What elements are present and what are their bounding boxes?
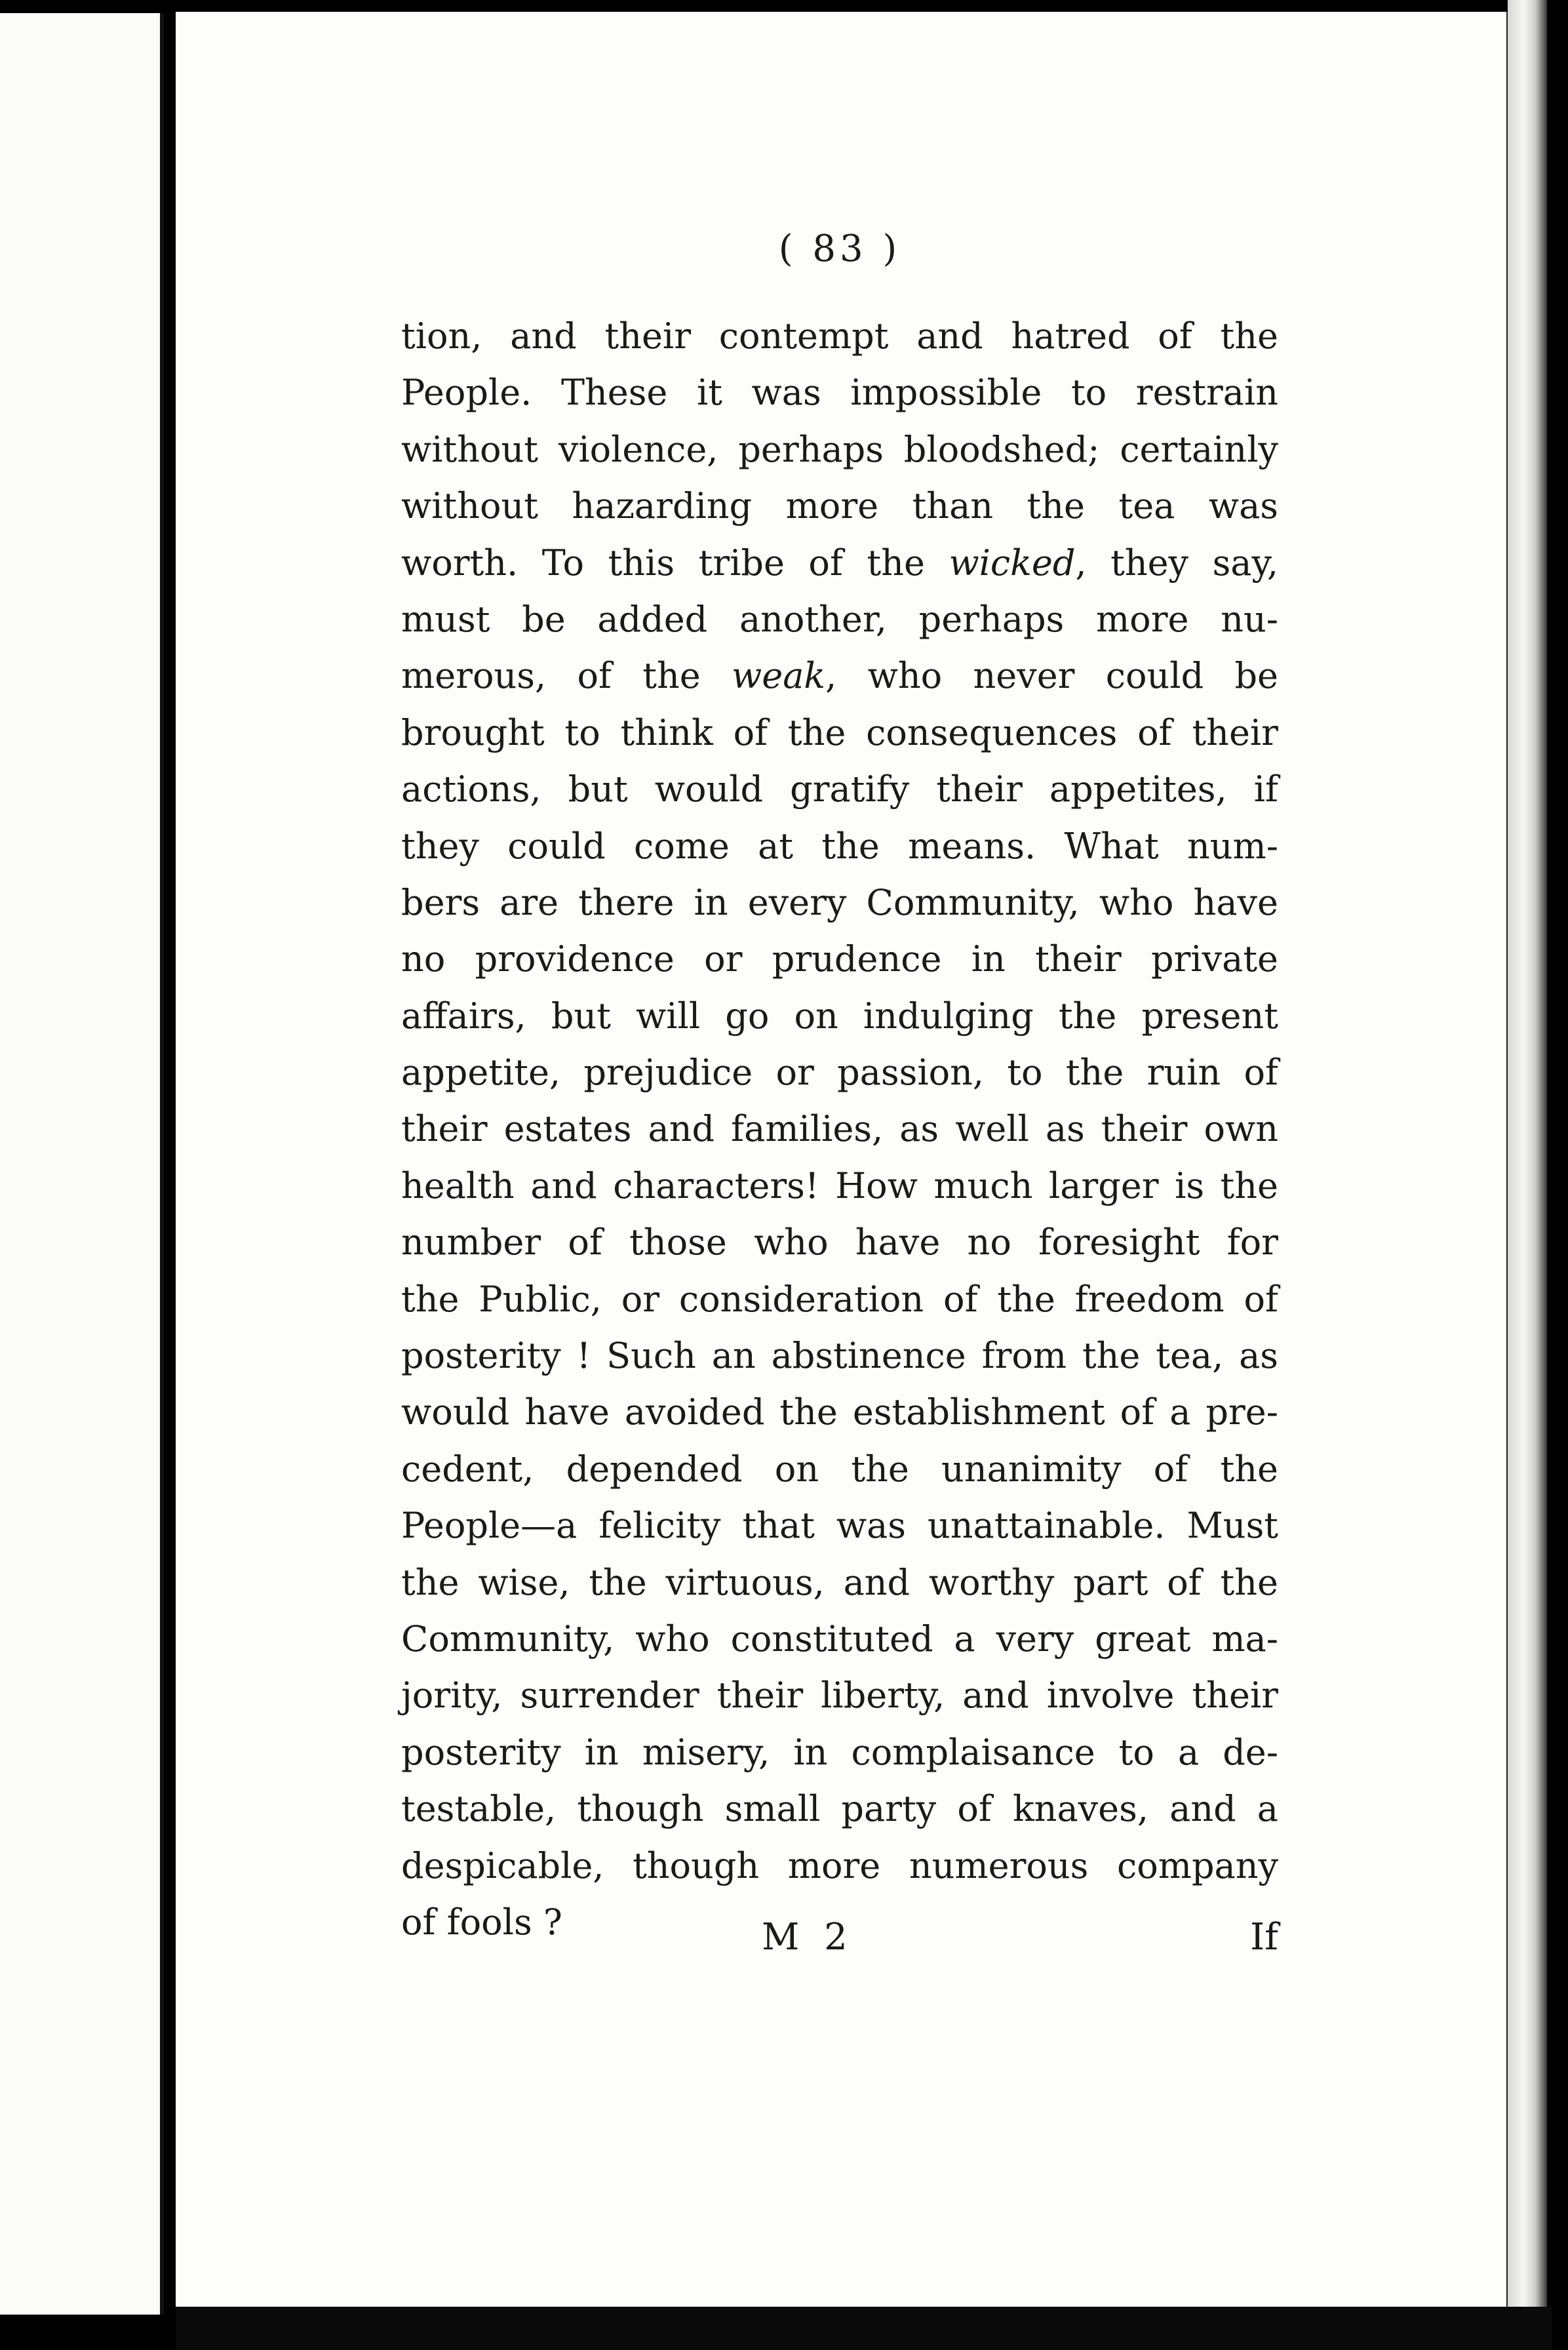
text-line: without hazarding more than the tea was [401, 485, 1278, 527]
text-line: jority, surrender their liberty, and involve their [401, 1675, 1278, 1717]
text-line: posterity in misery, in complaisance to a de- [401, 1731, 1278, 1773]
text-line: the wise, the virtuous, and worthy part of the [401, 1561, 1278, 1603]
previous-page-edge [0, 13, 164, 2315]
text-line: of fools ? [401, 1901, 562, 1943]
scan-bottom-border [176, 2307, 1552, 2350]
signature-mark: M 2 [762, 1916, 854, 1959]
text-line: testable, though small party of knaves, and a [401, 1788, 1278, 1830]
text-line: the Public, or consideration of the freedom of [401, 1278, 1278, 1320]
text-line: health and characters! How much larger is the [401, 1165, 1278, 1206]
text-line: without violence, perhaps bloodshed; certainly [401, 428, 1278, 470]
text-line: cedent, depended on the unanimity of the [401, 1448, 1278, 1490]
text-line: People—a felicity that was unattainable. Must [401, 1505, 1278, 1547]
text-line: affairs, but will go on indulging the present [401, 995, 1278, 1037]
text-line: worth. To this tribe of the wicked, they say, [401, 542, 1279, 584]
text-line: would have avoided the establishment of a pre- [401, 1391, 1278, 1433]
text-line: posterity ! Such an abstinence from the tea, as [401, 1335, 1278, 1377]
body-text [401, 308, 1278, 1951]
text-line: no providence or prudence in their private [401, 938, 1278, 980]
text-line: brought to think of the consequences of their [401, 711, 1278, 753]
text-line: tion, and their contempt and hatred of the [401, 315, 1278, 357]
text-line: they could come at the means. What num- [401, 825, 1278, 867]
page-footer [401, 1911, 1278, 1964]
text-line: appetite, prejudice or passion, to the ruin of [401, 1052, 1278, 1094]
text-line: bers are there in every Community, who have [401, 881, 1278, 923]
text-line: merous, of the weak, who never could be [401, 655, 1278, 697]
page-fore-edge [1508, 0, 1547, 2350]
text-line: their estates and families, as well as their own [401, 1108, 1278, 1150]
text-line: must be added another, perhaps more nu- [401, 598, 1278, 640]
text-line: actions, but would gratify their appetites, if [401, 768, 1278, 810]
text-line: despicable, though more numerous company [401, 1844, 1278, 1886]
text-line: People. These it was impossible to restrain [401, 372, 1278, 414]
text-line: number of those who have no foresight for [401, 1222, 1278, 1264]
page-number-heading: ( 83 ) [778, 228, 901, 270]
catchword: If [1250, 1916, 1278, 1959]
text-line: Community, who constituted a very great ma- [401, 1618, 1278, 1660]
